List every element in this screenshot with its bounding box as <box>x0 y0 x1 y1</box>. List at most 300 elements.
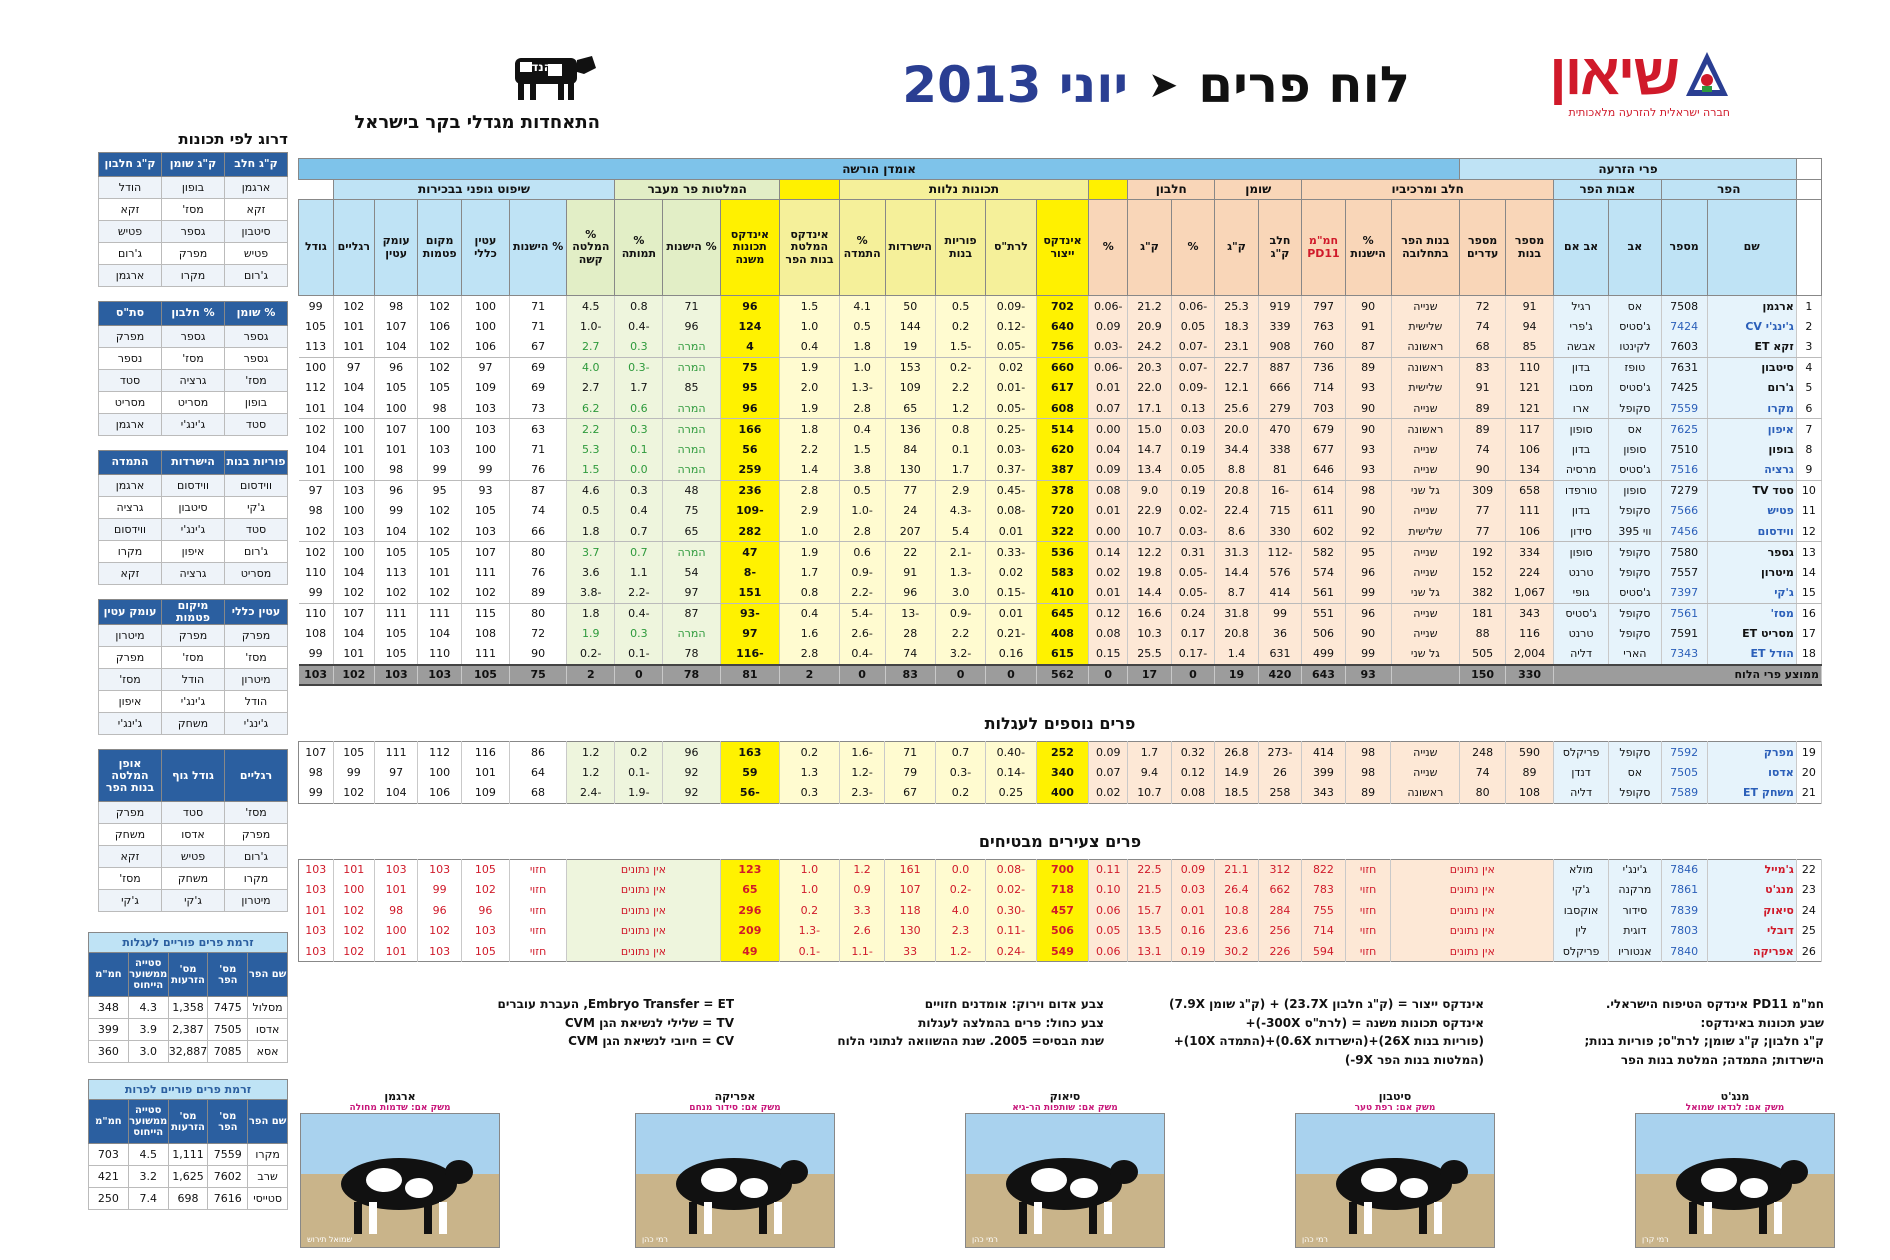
table-cell: 209 <box>720 921 780 942</box>
table-cell: אוקסבו <box>1554 900 1609 921</box>
table-cell: 28 <box>885 624 935 645</box>
table-cell: 1.8 <box>780 419 840 440</box>
ranking-cell: הודל <box>99 177 162 199</box>
main-table <box>298 158 1822 686</box>
table-cell: 25.3 <box>1215 296 1259 317</box>
table-cell: 0.3 <box>615 480 663 501</box>
table-row[interactable] <box>299 859 1822 880</box>
bull-name[interactable]: מקרו <box>1707 398 1796 419</box>
table-cell: 763 <box>1302 316 1346 337</box>
table-cell: 0.2 <box>935 783 985 804</box>
ranking-cell: משחק <box>162 713 225 735</box>
column-header: % התמדה <box>839 200 885 296</box>
table-cell: 111 <box>374 603 418 624</box>
table-cell: 18.3 <box>1215 316 1259 337</box>
table-cell: גל שני <box>1391 644 1460 665</box>
bull-name[interactable]: סטד TV <box>1707 480 1796 501</box>
table-cell: 106 <box>418 783 462 804</box>
table-cell: 7566 <box>1661 501 1707 522</box>
table-row[interactable] <box>299 501 1822 522</box>
table-cell: -0.21 <box>986 624 1036 645</box>
table-row[interactable] <box>299 644 1822 665</box>
ranking-cell: גספר <box>162 326 225 348</box>
fertility-header: חמ"מ <box>89 1100 129 1144</box>
bull-name[interactable]: גספר <box>1707 542 1796 563</box>
table-cell: 93 <box>1345 378 1391 399</box>
table-cell: 1.0 <box>839 357 885 378</box>
table-cell: -0.45 <box>986 480 1036 501</box>
table-cell: 92 <box>663 762 720 783</box>
table-cell: 134 <box>1506 460 1554 481</box>
ranking-cell: מיטרון <box>99 625 162 647</box>
table-cell: חזוי <box>509 859 566 880</box>
table-row[interactable] <box>299 624 1822 645</box>
table-cell: 20 <box>1796 762 1821 783</box>
table-cell: ראשונה <box>1391 337 1460 358</box>
table-cell: 16.6 <box>1128 603 1172 624</box>
column-header: רגליים <box>333 200 374 296</box>
table-cell: 136 <box>885 419 935 440</box>
ranking-cell: סטד <box>225 519 288 541</box>
ranking-header: מיקום פטמות <box>162 600 225 625</box>
bull-name[interactable]: מסריט ET <box>1707 624 1796 645</box>
table-cell: 101 <box>333 439 374 460</box>
table-cell: -0.3 <box>615 357 663 378</box>
table-cell: 17.1 <box>1128 398 1172 419</box>
fertility-cell: 32,887 <box>168 1041 208 1063</box>
table-cell: סקופל <box>1609 398 1662 419</box>
table-cell: 87 <box>1345 337 1391 358</box>
table-cell: -0.02 <box>1171 501 1215 522</box>
table-cell: 14 <box>1796 562 1821 583</box>
table-cell: 111 <box>418 603 462 624</box>
table-cell: 2 <box>1796 316 1821 337</box>
table-cell: 107 <box>885 880 935 901</box>
table-row[interactable] <box>299 921 1822 942</box>
table-cell: 105 <box>374 644 418 665</box>
bull-name[interactable]: סיטבון <box>1707 357 1796 378</box>
table-cell: 23 <box>1796 880 1821 901</box>
column-header: מספר בנות <box>1506 200 1554 296</box>
table-cell: 470 <box>1258 419 1302 440</box>
table-row[interactable] <box>299 439 1822 460</box>
table-cell: 718 <box>1036 880 1089 901</box>
table-cell: 583 <box>1036 562 1089 583</box>
table-cell: 378 <box>1036 480 1089 501</box>
table-cell: 7397 <box>1661 583 1707 604</box>
ranking-cell: פטיש <box>99 221 162 243</box>
table-row[interactable] <box>299 603 1822 624</box>
table-cell: ג'פרי <box>1554 316 1609 337</box>
photo-farm: משק אם: שותפות הר-גיא <box>1012 1103 1118 1113</box>
table-cell: 7424 <box>1661 316 1707 337</box>
table-cell: 95 <box>720 378 780 399</box>
header-milk: חלב ומרכיביו <box>1302 179 1554 200</box>
bull-name[interactable]: מיטרון <box>1707 562 1796 583</box>
bull-name[interactable]: סיאוק <box>1707 900 1796 921</box>
table-cell: 102 <box>333 783 374 804</box>
table-cell: -0.33 <box>986 542 1036 563</box>
table-cell: אין נתונים <box>567 941 720 962</box>
bull-name[interactable]: פטיש <box>1707 501 1796 522</box>
table-row[interactable] <box>299 583 1822 604</box>
ranking-cell: בופון <box>162 177 225 199</box>
table-cell: 14.7 <box>1128 439 1172 460</box>
table-cell: אבשה <box>1554 337 1609 358</box>
table-cell: 96 <box>374 480 418 501</box>
table-cell: 0.04 <box>1089 439 1128 460</box>
column-header: % הישנות <box>510 200 567 296</box>
header-calving: המלטות פר מעבר <box>615 179 780 200</box>
table-cell: 0.00 <box>1089 419 1128 440</box>
table-cell: 0.08 <box>1171 783 1215 804</box>
bull-name[interactable]: דובלי <box>1707 921 1796 942</box>
table-cell: 514 <box>1036 419 1089 440</box>
bull-name[interactable]: גרציה <box>1707 460 1796 481</box>
table-row[interactable] <box>299 419 1822 440</box>
table-cell: 109 <box>461 783 509 804</box>
ranking-cell: מקרו <box>99 541 162 563</box>
table-cell: -0.9 <box>935 603 985 624</box>
table-cell: -112 <box>1258 542 1302 563</box>
table-cell: טרנט <box>1554 624 1609 645</box>
bull-name[interactable]: הודל ET <box>1707 644 1796 665</box>
table-row[interactable] <box>299 783 1822 804</box>
column-header: בנות הפר בתחלובה <box>1391 200 1460 296</box>
table-row[interactable] <box>299 357 1822 378</box>
table-cell: 15 <box>1796 583 1821 604</box>
table-cell: 102 <box>418 296 462 317</box>
bull-name[interactable]: איפון <box>1707 419 1796 440</box>
table-cell: 93 <box>461 480 509 501</box>
table-cell: חזוי <box>509 921 566 942</box>
table-cell: 0.5 <box>839 480 885 501</box>
table-cell: 408 <box>1036 624 1089 645</box>
table-row[interactable] <box>299 562 1822 583</box>
table-cell: 0.11 <box>1089 859 1128 880</box>
fertility-caption: זרמת פרים פוריים לפרות <box>89 1080 288 1100</box>
table-cell: 908 <box>1258 337 1302 358</box>
table-cell: סקופל <box>1609 742 1662 763</box>
table-cell: 0.19 <box>1171 480 1215 501</box>
table-cell: -0.40 <box>986 742 1036 763</box>
table-cell: 97 <box>461 357 509 378</box>
table-cell: 0.15 <box>1089 644 1128 665</box>
table-cell: טופז <box>1609 357 1662 378</box>
bull-name[interactable]: ג'רום <box>1707 378 1796 399</box>
table-cell: 0.4 <box>780 603 840 624</box>
photo-bull-name: סיאוק <box>1049 1090 1081 1103</box>
bull-name[interactable]: ג'קי <box>1707 583 1796 604</box>
table-cell: 107 <box>333 603 374 624</box>
table-cell: 1.0 <box>780 316 840 337</box>
table-cell: 104 <box>374 521 418 542</box>
column-header: אינדקס ייצור <box>1036 200 1089 296</box>
table-cell: 65 <box>720 880 780 901</box>
bull-name[interactable]: מפרק <box>1707 742 1796 763</box>
table-cell: 3.8 <box>839 460 885 481</box>
table-cell: 608 <box>1036 398 1089 419</box>
fertility-cell: 4.3 <box>128 997 168 1019</box>
column-header: % המלטה קשה <box>567 200 615 296</box>
table-cell: 0.02 <box>1089 562 1128 583</box>
table-cell: 24.2 <box>1128 337 1172 358</box>
bull-name[interactable]: ווידסום <box>1707 521 1796 542</box>
table-cell: 7505 <box>1661 762 1707 783</box>
title-text: לוח פרים <box>1198 56 1410 114</box>
table-cell: 98 <box>418 398 462 419</box>
table-cell: 18 <box>1796 644 1821 665</box>
fertility-cell: 698 <box>168 1188 208 1210</box>
table-cell: 887 <box>1258 357 1302 378</box>
ranking-cell: גספר <box>225 326 288 348</box>
table-cell: 72 <box>510 624 567 645</box>
table-cell: 602 <box>1302 521 1346 542</box>
bull-photo[interactable] <box>1295 1090 1495 1255</box>
table-cell: 96 <box>720 296 780 317</box>
table-cell: 90 <box>510 644 567 665</box>
table-row[interactable] <box>299 296 1822 317</box>
table-cell: 101 <box>299 460 334 481</box>
photo-bull-name: ארגמן <box>384 1090 416 1103</box>
table-row[interactable] <box>299 398 1822 419</box>
table-cell: ארו <box>1554 398 1609 419</box>
table-cell: -16 <box>1258 480 1302 501</box>
table-cell: 102 <box>333 900 374 921</box>
bull-name[interactable]: אפריקה <box>1707 941 1796 962</box>
ranking-cell: ארגמן <box>99 475 162 497</box>
table-cell: 611 <box>1302 501 1346 522</box>
table-cell: 715 <box>1258 501 1302 522</box>
table-cell: 207 <box>885 521 935 542</box>
table-cell: שנייה <box>1391 501 1460 522</box>
ranking-header: % שומן <box>225 302 288 326</box>
table-cell: 71 <box>510 296 567 317</box>
table-cell: 10.8 <box>1215 900 1259 921</box>
table-cell: 414 <box>1302 742 1346 763</box>
table-cell: 322 <box>1036 521 1089 542</box>
bull-photo[interactable] <box>300 1090 500 1255</box>
bull-name[interactable]: אדסו <box>1707 762 1796 783</box>
table-cell: 100 <box>374 921 418 942</box>
table-cell: 1.6 <box>780 624 840 645</box>
table-cell: ג'סטיס <box>1609 378 1662 399</box>
table-cell: 2.2 <box>935 624 985 645</box>
ranking-header: עומק עטין <box>99 600 162 625</box>
table-cell: 108 <box>299 624 334 645</box>
table-cell: 24 <box>1796 900 1821 921</box>
table-cell: 166 <box>720 419 780 440</box>
table-cell: 4.5 <box>567 296 615 317</box>
table-cell: 103 <box>418 439 462 460</box>
fertility-header: סטייה ממשוער הייחוס <box>128 953 168 997</box>
table-cell: 660 <box>1036 357 1089 378</box>
table-cell: 107 <box>461 542 509 563</box>
table-cell: 3.6 <box>567 562 615 583</box>
table-cell: -0.2 <box>935 357 985 378</box>
table-cell: 620 <box>1036 439 1089 460</box>
table-cell: -56 <box>720 783 780 804</box>
bull-name[interactable]: מסז' <box>1707 603 1796 624</box>
table-cell: ג'סטיס <box>1609 316 1662 337</box>
table-cell: 506 <box>1302 624 1346 645</box>
table-cell: מרסיה <box>1554 460 1609 481</box>
table-cell: 5.4 <box>935 521 985 542</box>
table-cell: 256 <box>1258 921 1302 942</box>
table-row[interactable] <box>299 378 1822 399</box>
ranking-cell: סיטבון <box>225 221 288 243</box>
table-cell: אין נתונים <box>1391 921 1554 942</box>
table-row[interactable] <box>299 337 1822 358</box>
table-cell: 77 <box>1460 501 1506 522</box>
table-cell: 410 <box>1036 583 1089 604</box>
bull-name[interactable]: ארגמן <box>1707 296 1796 317</box>
table-cell: 74 <box>1460 316 1506 337</box>
table-cell: 0.07 <box>1089 762 1128 783</box>
table-cell: 10.3 <box>1128 624 1172 645</box>
bull-name[interactable]: זקא ET <box>1707 337 1796 358</box>
table-cell: 7625 <box>1661 419 1707 440</box>
table-cell: 73 <box>510 398 567 419</box>
table-cell: 99 <box>418 460 462 481</box>
table-cell: 1.1 <box>615 562 663 583</box>
table-cell: 414 <box>1258 583 1302 604</box>
table-row[interactable] <box>299 521 1822 542</box>
table-cell: -0.1 <box>615 644 663 665</box>
legend-line: TV = שלילי לנשיאת הגן CVM <box>564 1015 734 1030</box>
column-header: אינדקס תכונות משנה <box>720 200 780 296</box>
table-cell: 760 <box>1302 337 1346 358</box>
table-cell: 0.9 <box>839 880 885 901</box>
header-origin: פרי הזרעה <box>1460 159 1797 180</box>
legend-col-3 <box>774 995 1104 1051</box>
cow-photo-image <box>300 1113 500 1248</box>
table-cell: 56 <box>720 439 780 460</box>
table-cell: 582 <box>1302 542 1346 563</box>
table-cell: 100 <box>374 398 418 419</box>
table-cell: מרקנה <box>1609 880 1662 901</box>
table-cell: 102 <box>461 583 509 604</box>
fertility-header: שם הפר <box>248 1100 288 1144</box>
table-cell: שנייה <box>1391 439 1460 460</box>
column-header: הישרדות <box>885 200 935 296</box>
bull-photo[interactable] <box>1635 1090 1835 1255</box>
table-cell: 102 <box>333 941 374 962</box>
table-cell: 499 <box>1302 644 1346 665</box>
table-row[interactable] <box>299 762 1822 783</box>
table-cell: לין <box>1554 921 1609 942</box>
table-cell: 0.2 <box>935 316 985 337</box>
ranking-header: ק"ג חלב <box>225 153 288 177</box>
table-cell: אנטוריו <box>1609 941 1662 962</box>
table-row[interactable] <box>299 542 1822 563</box>
fertility-cell: 7559 <box>208 1144 248 1166</box>
table-cell: 36 <box>1258 624 1302 645</box>
fertility-header: סטייה ממשוער הייחוס <box>128 1100 168 1144</box>
table-cell: 0.12 <box>1171 762 1215 783</box>
fertility-cell: 1,358 <box>168 997 208 1019</box>
table-cell: אין נתונים <box>567 900 720 921</box>
table-row[interactable] <box>299 480 1822 501</box>
table-row[interactable] <box>299 742 1822 763</box>
table-cell: 1.0 <box>780 880 840 901</box>
ranking-cell: גרציה <box>99 497 162 519</box>
table-cell: -2.2 <box>615 583 663 604</box>
table-cell: 20.3 <box>1128 357 1172 378</box>
ranking-cell: ווידסום <box>99 519 162 541</box>
ranking-cell: זקא <box>99 846 162 868</box>
table-cell: 74 <box>1460 762 1506 783</box>
table-cell: 110 <box>418 644 462 665</box>
table-cell: 91 <box>1345 316 1391 337</box>
table-cell: 1.2 <box>935 398 985 419</box>
table-row[interactable] <box>299 900 1822 921</box>
ranking-cell: ווידסום <box>225 475 288 497</box>
table-row[interactable] <box>299 880 1822 901</box>
bull-name[interactable]: מנג'ט <box>1707 880 1796 901</box>
table-cell: הארי <box>1609 644 1662 665</box>
table-cell: 700 <box>1036 859 1089 880</box>
bull-photo[interactable] <box>965 1090 1165 1255</box>
legend-line: Embryo Transfer = ET, העברת עוברים <box>497 997 734 1011</box>
table-cell: 7456 <box>1661 521 1707 542</box>
ranking-table <box>98 599 288 735</box>
table-cell: 90 <box>1345 419 1391 440</box>
ranking-cell: אדסו <box>162 824 225 846</box>
table-cell: 67 <box>885 783 935 804</box>
table-cell: 0.09 <box>1089 460 1128 481</box>
bull-name[interactable]: ג'ינג'י CV <box>1707 316 1796 337</box>
legend <box>300 995 1824 1085</box>
table-cell: 7 <box>1796 419 1821 440</box>
table-cell: 576 <box>1258 562 1302 583</box>
bull-name[interactable]: בופון <box>1707 439 1796 460</box>
table-cell: 89 <box>1460 419 1506 440</box>
table-cell: 0.2 <box>780 900 840 921</box>
fertility-cell: 3.2 <box>128 1166 168 1188</box>
table-cell: 89 <box>1505 762 1553 783</box>
table-cell: 112 <box>418 742 462 763</box>
table-cell: -0.01 <box>986 378 1036 399</box>
column-header: מספר עדרים <box>1460 200 1506 296</box>
triangle-logo-icon <box>1684 50 1730 100</box>
bull-name[interactable]: ג'מייל <box>1707 859 1796 880</box>
table-cell: 105 <box>374 624 418 645</box>
table-row[interactable] <box>299 460 1822 481</box>
table-cell: 26 <box>1796 941 1821 962</box>
table-cell: בדון <box>1554 501 1609 522</box>
ranking-table <box>98 450 288 585</box>
ranking-title: דרוג לפי תכונות <box>178 130 288 148</box>
ranking-cell: משחק <box>162 868 225 890</box>
average-cell: 103 <box>418 665 462 686</box>
table-cell: -0.2 <box>935 880 985 901</box>
table-row[interactable] <box>299 316 1822 337</box>
table-cell: פריקלס <box>1554 941 1609 962</box>
table-cell: 101 <box>374 941 418 962</box>
table-cell: 8.7 <box>1215 583 1259 604</box>
table-cell: 2.9 <box>780 501 840 522</box>
table-row[interactable] <box>299 941 1822 962</box>
table-cell: 0.1 <box>935 439 985 460</box>
table-cell: 679 <box>1302 419 1346 440</box>
average-cell: 93 <box>1345 665 1391 686</box>
table-cell: 8 <box>1796 439 1821 460</box>
table-cell: 98 <box>1345 480 1391 501</box>
bull-photo[interactable] <box>635 1090 835 1255</box>
table-cell: -2.3 <box>839 783 885 804</box>
bull-name[interactable]: משחק ET <box>1707 783 1796 804</box>
